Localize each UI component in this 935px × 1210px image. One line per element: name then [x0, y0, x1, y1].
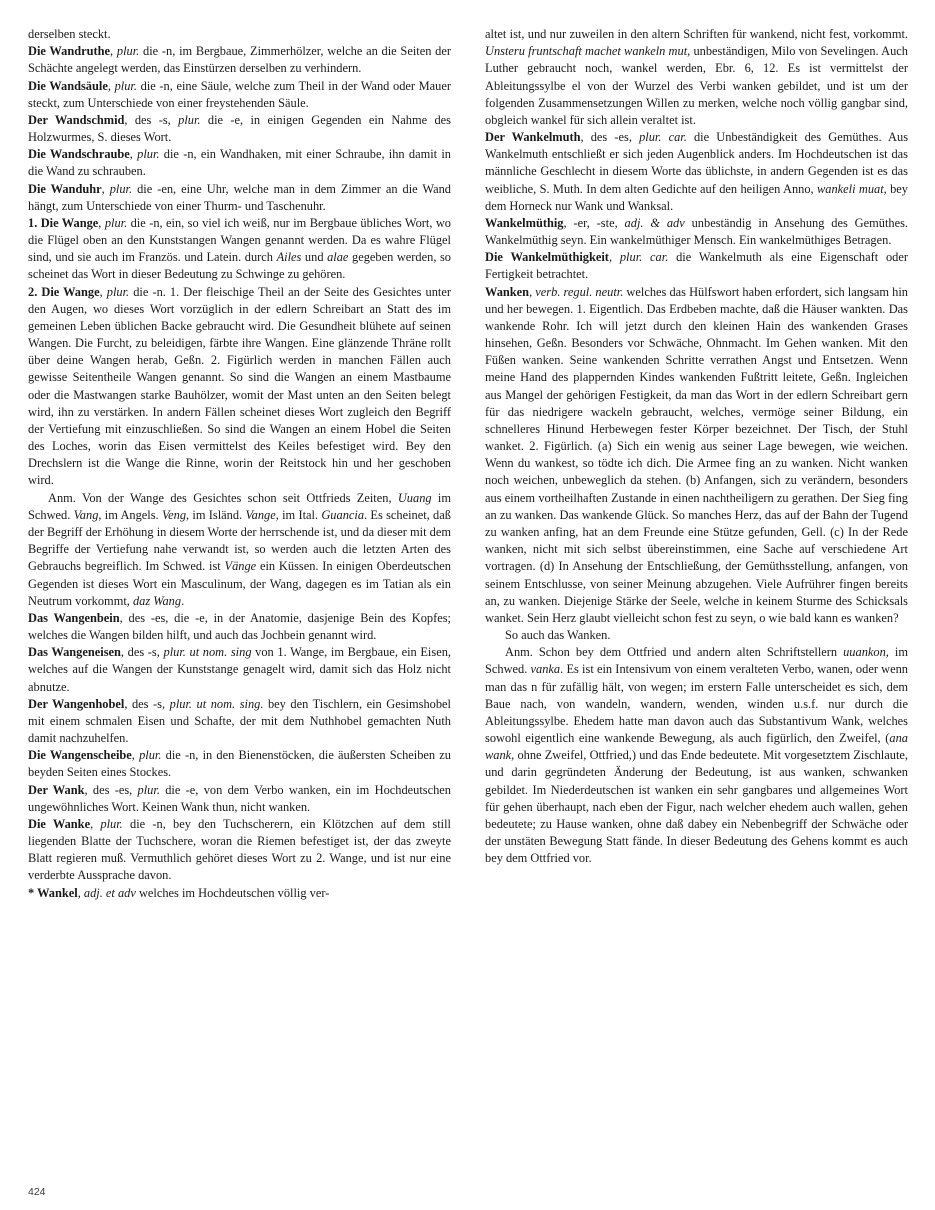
dictionary-paragraph: Das Wangenbein, des -es, die -e, in der Anatomie, dasjenige Bein des Kopfes; welches die Wangen bilden hilft, und auch das Jochbein genannt wird. [28, 610, 451, 643]
dictionary-paragraph: Die Wanduhr, plur. die -en, eine Uhr, welche man in dem Zimmer an die Wand hängt, zum Unterschiede von einer Thurm- und Taschenuhr. [28, 181, 451, 213]
dictionary-paragraph: 1. Die Wange, plur. die -n, ein, so viel ich weiß, nur im Bergbaue übliches Wort, wo die Flügel oben an den Kunststangen Wangen genannt werden. Da es wahre Flügel sind, und sie auch im Französ. und Latein. durch Ailes und alae gegeben werden, so scheinet das Wort in dieser Bedeutung zu Schwinge zu gehören. [28, 215, 452, 282]
dictionary-paragraph: Anm. Von der Wange des Gesichtes schon seit Ottfrieds Zeiten, Uuang im Schwed. Vang, im Angels. Veng, im Isländ. Vange, im Ital. Guancia. Es scheinet, daß der Begriff der Erhöhung in diesem Worte der herrschende ist, und da dieser mit dem Begriffe der Vertiefung nahe verwandt ist, so werden auch die letzten Arten des Gebrauchs begreiflich. Im Schwed. ist Vänge ein Küssen. In einigen Oberdeutschen Gegenden ist dieses Wort ein Masculinum, der Wang, dagegen es im Tatian als ein Neutrum vorkommt, daz Wang. [28, 490, 451, 608]
dictionary-paragraph: Der Wandschmid, des -s, plur. die -e, in einigen Gegenden ein Nahme des Holzwurmes, S. dieses Wort. [28, 112, 451, 145]
dictionary-paragraph: Die Wangenscheibe, plur. die -n, in den Bienenstöcken, die äußersten Scheiben zu beyden Seiten eines Stockes. [28, 748, 451, 780]
dictionary-paragraph: Wankelmüthig, -er, -ste, adj. & adv unbeständig in Ansehung des Gemüthes. Wankelmüthig seyn. Ein wankelmüthiger Mensch. Ein wankelmüthiges Betragen. [485, 215, 909, 248]
dictionary-paragraph: Wanken, verb. regul. neutr. welches das Hülfswort haben erfordert, sich langsam hin und her bewegen. 1. Eigentlich. Das Erdbeben machte, daß die Häuser wankten. Das wankende Rohr. Ich will jetzt durch den kleinen Hain des wankenden Grases hinsehen, Geßn. Besonders vor Schwäche, Ohnmacht. Im Gehen wanken. Mit den Füßen wanken. Seine wankenden Schritte verrathen Angst und Entsetzen. Wenn meine Hand des plappernden Kindes wankenden Fußtritt leitete, Geßn. Ingleichen aus Mangel der gehörigen Festigkeit, da man das Wort in der edlern Schreibart gern für das niedrigere wackeln gebraucht, welches, vermöge seiner Bildung, ein schnelleres Hinund Herbewegen fester Körper bezeichnet. Der Tisch, der Stuhl wanket. 2. Figürlich. (a) Sich ein wenig aus seiner Lage bewegen, wie weichen. Wenn du wankest, so tödte ich dich. Die Armee fing an zu wanken. Nicht wanken noch weichen, unbeweglich da stehen. (b) Anfangen, sich zu verändern, besonders aus einem vortheilhaften Zustande in einen nachtheiligern zu gerathen. Der Sieg fing an zu wanken. Das wankende Glück. So manches Herz, das auf der Bahn der Tugend zu wanken anfing, hat an dem Freunde eine Stütze gefunden, Gell. (c) In der Rede wanken, nicht mit sich selbst übereinstimmen, eine Sache auf verschiedene Art vortragen. (d) In Ansehung der Entschließung, der Gemüthsstellung, anfangen, von seinem Entschlusse, von seiner Meinung abzugehen. Viele Aufrührer fingen bereits an, zu wanken. Diejenige Stärke der Seele, welche in keinem Sturme des Schicksals wanket. Sein Herz glaubt vielleicht schon fest zu seyn, o wie bald kann es wanken? [485, 284, 908, 625]
dictionary-paragraph: altet ist, und nur zuweilen in den altern Schriften für wankend, nicht fest, vorkommt. Unsteru fruntschaft machet wankeln mut, unbeständigen, Milo von Sevelingen. Auch Luther gebraucht noch, wankel werden, Ebr. 6, 12. Es ist vermittelst der Ableitungssylbe el von der Wurzel des Verbi wanken gebildet, und ist um der folgenden Zusammensetzungen Willen zu merken, welche noch völlig gangbar sind, obgleich wankel für sich allein veraltet ist. [485, 27, 909, 127]
dictionary-paragraph: Die Wandsäule, plur. die -n, eine Säule, welche zum Theil in der Wand oder Mauer steckt, zum Unterschiede von einer freystehenden Säule. [28, 78, 451, 110]
dictionary-paragraph: Der Wangenhobel, des -s, plur. ut nom. sing. bey den Tischlern, ein Gesimshobel mit einem schmalen Eisen und Schafte, der mit dem Nuthhobel gemachten Nuth damit nachzuhelfen. [28, 696, 451, 746]
dictionary-paragraph: derselben steckt. [28, 27, 111, 41]
page-number: 424 [28, 1186, 46, 1198]
text-columns [28, 26, 908, 902]
dictionary-paragraph: Der Wank, des -es, plur. die -e, von dem Verbo wanken, ein im Hochdeutschen ungewöhnliches Wort. Keinen Wank thun, nicht wanken. [28, 782, 451, 814]
dictionary-paragraph: Die Wandruthe, plur. die -n, im Bergbaue, Zimmerhölzer, welche an die Seiten der Schächte angelegt werden, das Einstürzen derselben zu verhindern. [28, 44, 451, 76]
dictionary-paragraph: Die Wanke, plur. die -n, bey den Tuchscherern, ein Klötzchen auf dem still liegenden Blatte der Tuchschere, woran die Riemen befestiget ist, der das zweyte Blatt regieren muß. Vermuthlich gehöret dieses Wort zu 2. Wange, und ist nur eine verderbte Aussprache davon. [28, 816, 451, 883]
dictionary-paragraph: Die Wandschraube, plur. die -n, ein Wandhaken, mit einer Schraube, ihn damit in die Wand zu schrauben. [28, 147, 451, 179]
dictionary-paragraph: So auch das Wanken. [505, 628, 611, 643]
dictionary-paragraph: * Wankel, adj. et adv welches im Hochdeutschen völlig ver- [28, 885, 330, 900]
dictionary-paragraph: Die Wankelmüthigkeit, plur. car. die Wankelmuth als eine Eigenschaft oder Fertigkeit betrachtet. [485, 250, 908, 282]
right-text-column [485, 26, 908, 902]
dictionary-paragraph: 2. Die Wange, plur. die -n. 1. Der fleischige Theil an der Seite des Gesichtes unter den Augen, wo dieses Wort vorzüglich in der edlern Schreibart an Statt des im gemeinen Leben üblichen Backe gebraucht wird. Die Gesundheit blühete auf seinen Wangen. Die Furcht, zu beleidigen, färbte ihre Wangen. Eine glänzende Thräne rollt über deine Wangen herab, Geßn. 2. Figürlich werden in manchen Fällen auch gewisse Seitentheile Wangen genannt. So sind die Wangen an einem Mastbaume oder die Mastwangen starke Bauhölzer, womit der Mast unten an den Seiten belegt wird, ihn zu verstärken. In andern Fällen scheinet dieses Wort zugleich den Begriff der Vertiefung mit einzuschließen. So sind die Wangen an einem Hobel die Seiten des Loches, worin das Eisen vermittelst des Keiles befestiget wird. Bey den Drechslern ist die Wange die Rinne, worin der Reitstock hin und her geschoben wird. [28, 284, 451, 488]
dictionary-paragraph: Der Wankelmuth, des -es, plur. car. die Unbeständigkeit des Gemüthes. Aus Wankelmuth entschließt er sich jeden Augenblick anders. Im Hochdeutschen ist das männliche Geschlecht in diesem Worte das üblichste, in andern Gegenden ist es das weibliche, S. Muth. In dem alten Gedichte auf den heiligen Anno, wankeli muat, bey dem Horneck nur Wank und Wanksal. [485, 130, 909, 213]
left-text-column [28, 26, 451, 902]
dictionary-paragraph: Das Wangeneisen, des -s, plur. ut nom. sing von 1. Wange, im Bergbaue, ein Eisen, welches auf die Wangen der Kunststange genagelt wird, damit sich das Holz nicht abnutze. [28, 645, 451, 694]
dictionary-paragraph: Anm. Schon bey dem Ottfried und andern alten Schriftstellern uuankon, im Schwed. vanka. Es ist ein Intensivum von einem veralteten Verbo, wanen, oder wenn man das n für zufällig hält, von wegen; im erstern Falle unterscheidet es sich, dem Baue nach, von wandeln, wandern, wenden, winden u.s.f. nur durch die Ableitungssylbe. Ehedem hatte man davon auch das Substantivum Wank, welches sowohl eigentlich eine wankende Bewegung, als auch figürlich, den Zweifel, (ana wank, ohne Zweifel, Ottfried,) und das Ende bedeutete. Mit vorgesetztem Zischlaute, und darin gegründeten Änderung der Bedeutung, ist aus wanken, schwanken gebildet. Im Niederdeutschen ist wanken ein sehr gangbares und allgemeines Wort für gehen überhaupt, nach eben der Figur, nach welcher ehedem auch wallen, gehen bedeutete; zu Hause wanken, ohne daß dabey ein Nebenbegriff der Schwäche oder der unstäten Bewegung Statt fände. In dieser Bedeutung des Gehens kommt es auch bey dem Ottfried vor. [485, 645, 908, 866]
